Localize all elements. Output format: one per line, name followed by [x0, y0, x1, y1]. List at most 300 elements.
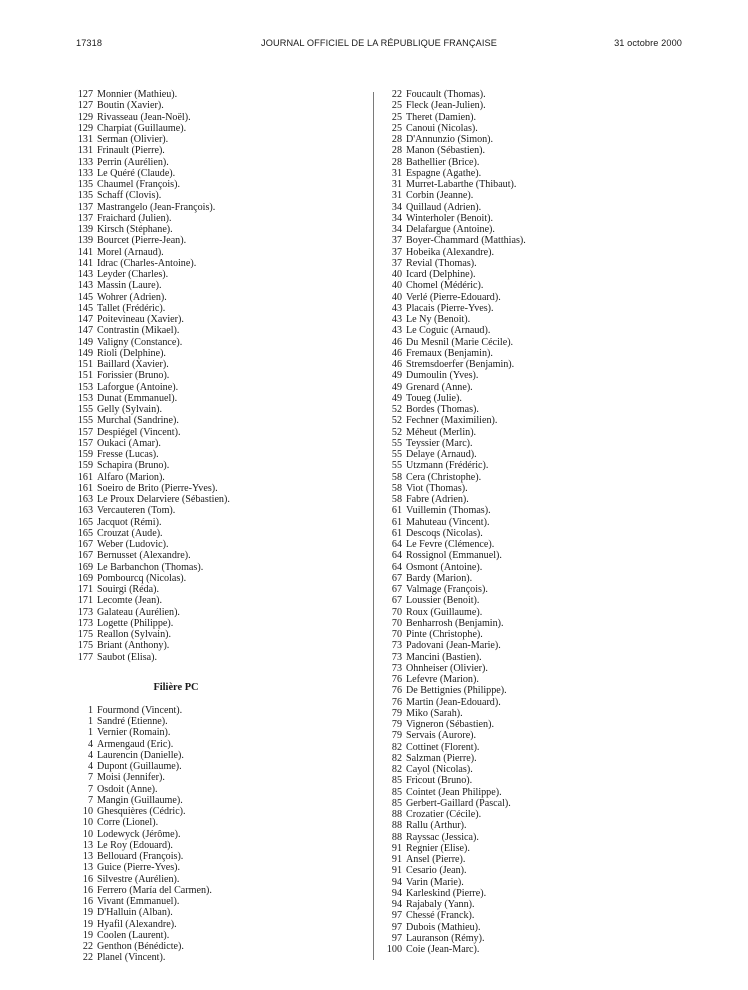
candidate-name: Crozatier (Cécile). [406, 809, 482, 820]
rank-number: 10 [82, 817, 93, 829]
candidate-name: Karleskind (Pierre). [406, 887, 487, 899]
candidate-name: Tallet (Frédéric). [97, 302, 166, 314]
rank-number: 37 [391, 235, 402, 247]
candidate-name: Dupont (Guillaume). [97, 761, 182, 772]
candidate-name: Hobeika (Alexandre). [406, 246, 494, 258]
rank-number: 25 [391, 100, 402, 112]
rank-number: 25 [391, 122, 402, 134]
rank-number: 157 [77, 437, 93, 449]
candidate-name: Fremaux (Benjamin). [406, 347, 493, 359]
candidate-name: Rioli (Delphine). [97, 347, 166, 359]
candidate-name: Mahuteau (Vincent). [406, 516, 490, 528]
rank-number: 91 [391, 865, 402, 877]
candidate-name: Stremsdoerfer (Benjamin). [406, 359, 515, 370]
rank-number: 82 [391, 752, 402, 764]
list-item [385, 663, 685, 674]
candidate-name: Cera (Christophe). [406, 471, 482, 483]
candidate-name: Icard (Delphine). [406, 269, 476, 280]
candidate-name: Gerbert-Gaillard (Pascal). [406, 797, 511, 809]
list-item [76, 705, 376, 716]
rank-number: 73 [391, 640, 402, 652]
list-item [385, 292, 685, 303]
candidate-name: Baillard (Xavier). [97, 359, 169, 370]
candidate-name: Ferrero (María del Carmen). [97, 884, 212, 896]
rank-number: 28 [391, 156, 402, 168]
candidate-name: Valmage (François). [406, 584, 488, 595]
rank-number: 76 [391, 696, 402, 708]
rank-number: 58 [391, 482, 402, 494]
list-item [385, 145, 685, 156]
rank-number: 16 [82, 884, 93, 896]
list-item [76, 472, 376, 483]
list-item [76, 303, 376, 314]
candidate-name: Regnier (Elise). [406, 842, 470, 854]
list-item [385, 89, 685, 100]
candidate-name: Reallon (Sylvain). [97, 629, 172, 640]
rank-number: 94 [391, 899, 402, 910]
list-item [385, 100, 685, 111]
candidate-name: Mastrangelo (Jean-François). [97, 201, 216, 213]
list-item [76, 202, 376, 213]
list-item [385, 809, 685, 820]
list-item [76, 562, 376, 573]
rank-number: 58 [391, 494, 402, 505]
list-item [76, 337, 376, 348]
rank-number: 10 [82, 828, 93, 840]
rank-number: 7 [87, 772, 93, 784]
list-item [76, 404, 376, 415]
list-item [76, 483, 376, 494]
rank-number: 52 [391, 426, 402, 438]
rank-number: 13 [82, 851, 93, 862]
candidate-name: Espagne (Agathe). [406, 167, 482, 179]
candidate-name: Descoqs (Nicolas). [406, 527, 483, 539]
candidate-name: Vernier (Romain). [97, 727, 171, 739]
candidate-name: Ohnheiser (Olivier). [406, 662, 488, 674]
list-item [76, 100, 376, 111]
rank-number: 43 [391, 314, 402, 325]
candidate-name: Coie (Jean-Marc). [406, 944, 480, 955]
list-item [76, 907, 376, 918]
candidate-name: Le Barbanchon (Thomas). [97, 561, 204, 573]
rank-number: 61 [391, 527, 402, 539]
rank-number: 94 [391, 876, 402, 888]
candidate-name: Le Ny (Benoit). [406, 314, 471, 325]
candidate-name: Foucault (Thomas). [406, 89, 486, 100]
list-item [385, 202, 685, 213]
rank-number: 91 [391, 842, 402, 854]
candidate-name: Quillaud (Adrien). [406, 201, 482, 213]
candidate-name: Boyer-Chammard (Matthias). [406, 235, 526, 247]
list-item [76, 840, 376, 851]
list-item [385, 764, 685, 775]
rank-number: 19 [82, 918, 93, 930]
list-item [385, 618, 685, 629]
list-item [76, 874, 376, 885]
rank-number: 28 [391, 134, 402, 145]
rank-number: 13 [82, 862, 93, 874]
candidate-name: Crouzat (Aude). [97, 527, 163, 539]
candidate-name: Jacquot (Rémi). [97, 516, 162, 528]
rank-number: 171 [77, 595, 93, 607]
list-item [385, 157, 685, 168]
rank-number: 46 [391, 359, 402, 370]
rank-number: 145 [77, 291, 93, 303]
candidate-name: Le Fevre (Clémence). [406, 539, 495, 550]
list-item [76, 862, 376, 873]
list-item [76, 851, 376, 862]
rank-number: 153 [77, 381, 93, 393]
rank-number: 165 [77, 516, 93, 528]
list-item [385, 629, 685, 640]
list-item [76, 190, 376, 201]
rank-number: 4 [87, 761, 93, 772]
rank-number: 147 [77, 314, 93, 325]
candidate-name: Chomel (Médéric). [406, 280, 484, 292]
rank-number: 46 [391, 336, 402, 348]
list-item [385, 303, 685, 314]
list-item [385, 460, 685, 471]
list-item [76, 919, 376, 930]
rank-number: 143 [77, 280, 93, 292]
candidate-name: Weber (Ludovic). [97, 539, 169, 550]
list-item [76, 460, 376, 471]
rank-number: 151 [77, 359, 93, 370]
candidate-name: Genthon (Bénédicte). [97, 941, 184, 952]
rank-number: 10 [82, 806, 93, 817]
candidate-name: Perrin (Aurélien). [97, 156, 169, 168]
rank-number: 139 [77, 235, 93, 247]
candidate-name: Murchal (Sandrine). [97, 415, 179, 427]
list-item [76, 806, 376, 817]
list-item [76, 145, 376, 156]
list-item [385, 562, 685, 573]
rank-number: 139 [77, 224, 93, 235]
list-item [76, 517, 376, 528]
list-item [76, 427, 376, 438]
rank-number: 31 [391, 179, 402, 190]
candidate-name: Lefevre (Marion). [406, 674, 479, 685]
rank-number: 127 [77, 89, 93, 100]
candidate-name: Gelly (Sylvain). [97, 404, 163, 415]
list-item [385, 708, 685, 719]
list-item [76, 494, 376, 505]
rank-number: 88 [391, 809, 402, 820]
candidate-name: Osdoit (Anne). [97, 783, 158, 795]
list-item [385, 775, 685, 786]
rank-number: 149 [77, 347, 93, 359]
rank-number: 141 [77, 257, 93, 269]
list-item [385, 337, 685, 348]
candidate-name: Murret-Labarthe (Thibaut). [406, 179, 517, 190]
candidate-name: Galateau (Aurélien). [97, 606, 180, 618]
rank-number: 37 [391, 257, 402, 269]
rank-number: 173 [77, 606, 93, 618]
list-item [76, 750, 376, 761]
list-item [385, 179, 685, 190]
rank-number: 127 [77, 100, 93, 112]
rank-number: 85 [391, 786, 402, 798]
candidate-name: Rayssac (Jessica). [406, 831, 479, 843]
rank-number: 167 [77, 550, 93, 562]
list-item [385, 832, 685, 843]
candidate-name: Schapira (Bruno). [97, 460, 170, 472]
rank-number: 7 [87, 783, 93, 795]
list-item [76, 528, 376, 539]
rank-number: 94 [391, 887, 402, 899]
rank-number: 175 [77, 640, 93, 652]
list-item [385, 314, 685, 325]
list-item [385, 922, 685, 933]
list-item [76, 134, 376, 145]
candidate-name: Lecomte (Jean). [97, 595, 163, 607]
rank-number: 135 [77, 179, 93, 190]
list-item [385, 247, 685, 258]
list-item [76, 716, 376, 727]
list-item [76, 941, 376, 952]
candidate-name: Vercauteren (Tom). [97, 505, 176, 517]
rank-number: 25 [391, 111, 402, 123]
candidate-name: Armengaud (Eric). [97, 738, 174, 750]
candidate-name: Bernusset (Alexandre). [97, 550, 191, 562]
candidate-name: Dubois (Mathieu). [406, 921, 481, 933]
rank-number: 49 [391, 370, 402, 382]
list-item [76, 607, 376, 618]
ranking-list-continued [76, 89, 376, 663]
candidate-name: Bathellier (Brice). [406, 156, 480, 168]
rank-number: 133 [77, 156, 93, 168]
candidate-name: Winterholer (Benoit). [406, 212, 494, 224]
rank-number: 147 [77, 325, 93, 337]
candidate-name: Souirgi (Réda). [97, 584, 160, 595]
section-title-filiere-pc: Filière PC [153, 681, 199, 693]
list-item [385, 910, 685, 921]
rank-number: 70 [391, 629, 402, 640]
rank-number: 137 [77, 212, 93, 224]
rank-number: 100 [386, 944, 402, 955]
rank-number: 82 [391, 741, 402, 753]
list-item [76, 885, 376, 896]
candidate-name: Pinte (Christophe). [406, 629, 483, 640]
candidate-name: Saubot (Elisa). [97, 651, 157, 663]
rank-number: 19 [82, 929, 93, 941]
list-item [385, 550, 685, 561]
rank-number: 169 [77, 572, 93, 584]
rank-number: 64 [391, 561, 402, 573]
rank-number: 76 [391, 674, 402, 685]
candidate-name: Alfaro (Marion). [97, 471, 165, 483]
list-item [76, 505, 376, 516]
rank-number: 34 [391, 201, 402, 213]
list-item [76, 930, 376, 941]
candidate-name: Le Roy (Edouard). [97, 839, 173, 851]
list-item [76, 247, 376, 258]
candidate-name: Bourcet (Pierre-Jean). [97, 235, 187, 247]
candidate-name: Bellouard (François). [97, 851, 184, 862]
rank-number: 161 [77, 482, 93, 494]
rank-number: 28 [391, 145, 402, 157]
rank-number: 67 [391, 584, 402, 595]
rank-number: 97 [391, 910, 402, 922]
rank-number: 157 [77, 426, 93, 438]
rank-number: 129 [77, 111, 93, 123]
rank-number: 169 [77, 561, 93, 573]
rank-number: 159 [77, 460, 93, 472]
candidate-name: Manon (Sébastien). [406, 145, 486, 157]
candidate-name: Laurencin (Danielle). [97, 749, 184, 761]
candidate-name: Bardy (Marion). [406, 572, 473, 584]
rank-number: 129 [77, 122, 93, 134]
page-header [76, 38, 682, 52]
candidate-name: Fresse (Lucas). [97, 449, 159, 460]
list-item [385, 584, 685, 595]
rank-number: 163 [77, 494, 93, 505]
candidate-name: Viot (Thomas). [406, 482, 468, 494]
list-item [385, 539, 685, 550]
rank-number: 79 [391, 707, 402, 719]
list-item [76, 584, 376, 595]
list-item [76, 896, 376, 907]
candidate-name: Kirsch (Stéphane). [97, 224, 173, 235]
list-item [76, 629, 376, 640]
list-item [76, 640, 376, 651]
list-item [76, 739, 376, 750]
rank-number: 177 [77, 651, 93, 663]
list-item [385, 190, 685, 201]
candidate-name: Boutin (Xavier). [97, 100, 164, 112]
list-item [76, 784, 376, 795]
candidate-name: Placais (Pierre-Yves). [406, 302, 494, 314]
rank-number: 49 [391, 381, 402, 393]
rank-number: 175 [77, 629, 93, 640]
rank-number: 40 [391, 291, 402, 303]
rank-number: 31 [391, 190, 402, 202]
rank-number: 16 [82, 896, 93, 907]
rank-number: 97 [391, 921, 402, 933]
rank-number: 171 [77, 584, 93, 595]
candidate-name: Ansel (Pierre). [406, 854, 466, 865]
issue-date: 31 octobre 2000 [614, 38, 682, 48]
rank-number: 55 [391, 437, 402, 449]
rank-number: 49 [391, 392, 402, 404]
candidate-name: Fabre (Adrien). [406, 494, 469, 505]
candidate-name: Rajabaly (Yann). [406, 899, 475, 910]
candidate-name: Fourmond (Vincent). [97, 704, 183, 716]
rank-number: 88 [391, 820, 402, 832]
rank-number: 82 [391, 764, 402, 775]
list-item [385, 877, 685, 888]
candidate-name: Vivant (Emmanuel). [97, 896, 180, 907]
candidate-name: Le Quéré (Claude). [97, 167, 176, 179]
rank-number: 70 [391, 606, 402, 618]
candidate-name: Osmont (Antoine). [406, 561, 483, 573]
list-item [385, 820, 685, 831]
list-item [76, 727, 376, 738]
rank-number: 1 [87, 727, 93, 739]
candidate-name: Ghesquières (Cédric). [97, 806, 186, 817]
list-item [385, 438, 685, 449]
list-item [385, 168, 685, 179]
candidate-name: Miko (Sarah). [406, 707, 463, 719]
candidate-name: Briant (Anthony). [97, 640, 170, 652]
candidate-name: Cesario (Jean). [406, 865, 467, 877]
list-item [76, 761, 376, 772]
rank-number: 61 [391, 516, 402, 528]
rank-number: 167 [77, 539, 93, 550]
list-item [385, 494, 685, 505]
rank-number: 85 [391, 775, 402, 787]
rank-number: 31 [391, 167, 402, 179]
candidate-name: Moisi (Jennifer). [97, 772, 165, 784]
rank-number: 155 [77, 415, 93, 427]
rank-number: 135 [77, 190, 93, 202]
list-item [385, 280, 685, 291]
list-item [76, 618, 376, 629]
list-item [385, 325, 685, 336]
list-item [385, 573, 685, 584]
list-item [76, 817, 376, 828]
candidate-name: Chessé (Franck). [406, 910, 475, 922]
candidate-name: Benharrosh (Benjamin). [406, 617, 504, 629]
rank-number: 76 [391, 685, 402, 697]
candidate-name: Pombourcq (Nicolas). [97, 572, 187, 584]
candidate-name: Leyder (Charles). [97, 269, 169, 280]
candidate-name: Revial (Thomas). [406, 257, 477, 269]
candidate-name: Contrastin (Mikael). [97, 325, 180, 337]
candidate-name: Corbin (Jeanne). [406, 190, 474, 202]
page-number: 17318 [76, 38, 103, 48]
candidate-name: Vigneron (Sébastien). [406, 719, 494, 730]
rank-number: 13 [82, 839, 93, 851]
rank-number: 159 [77, 449, 93, 460]
candidate-name: Logette (Philippe). [97, 617, 174, 629]
candidate-name: Hyafil (Alexandre). [97, 918, 177, 930]
list-item [385, 123, 685, 134]
list-item [385, 742, 685, 753]
list-item [76, 772, 376, 783]
candidate-name: Rivasseau (Jean-Noël). [97, 111, 191, 123]
candidate-name: Vuillemin (Thomas). [406, 505, 491, 517]
list-item [385, 112, 685, 123]
rank-number: 70 [391, 617, 402, 629]
rank-number: 131 [77, 145, 93, 157]
rank-number: 22 [391, 89, 402, 100]
list-item [385, 798, 685, 809]
rank-number: 19 [82, 907, 93, 919]
candidate-name: Salzman (Pierre). [406, 752, 477, 764]
list-item [385, 382, 685, 393]
list-item [385, 213, 685, 224]
list-item [76, 157, 376, 168]
rank-number: 145 [77, 302, 93, 314]
candidate-name: Charpiat (Guillaume). [97, 122, 187, 134]
journal-title: JOURNAL OFFICIEL DE LA RÉPUBLIQUE FRANÇAISE [261, 38, 497, 48]
candidate-name: Delafargue (Antoine). [406, 224, 495, 235]
rank-number: 79 [391, 730, 402, 742]
candidate-name: D'Halluin (Alban). [97, 907, 173, 919]
candidate-name: Dumoulin (Yves). [406, 370, 479, 382]
rank-number: 55 [391, 449, 402, 460]
rank-number: 91 [391, 854, 402, 865]
candidate-name: Grenard (Anne). [406, 381, 473, 393]
candidate-name: De Bettignies (Philippe). [406, 685, 507, 697]
candidate-name: Valigny (Constance). [97, 336, 183, 348]
right-column [385, 89, 685, 955]
candidate-name: Fechner (Maximilien). [406, 415, 498, 427]
candidate-name: Cointet (Jean Philippe). [406, 786, 502, 798]
candidate-name: Idrac (Charles-Antoine). [97, 257, 197, 269]
list-item [385, 944, 685, 955]
